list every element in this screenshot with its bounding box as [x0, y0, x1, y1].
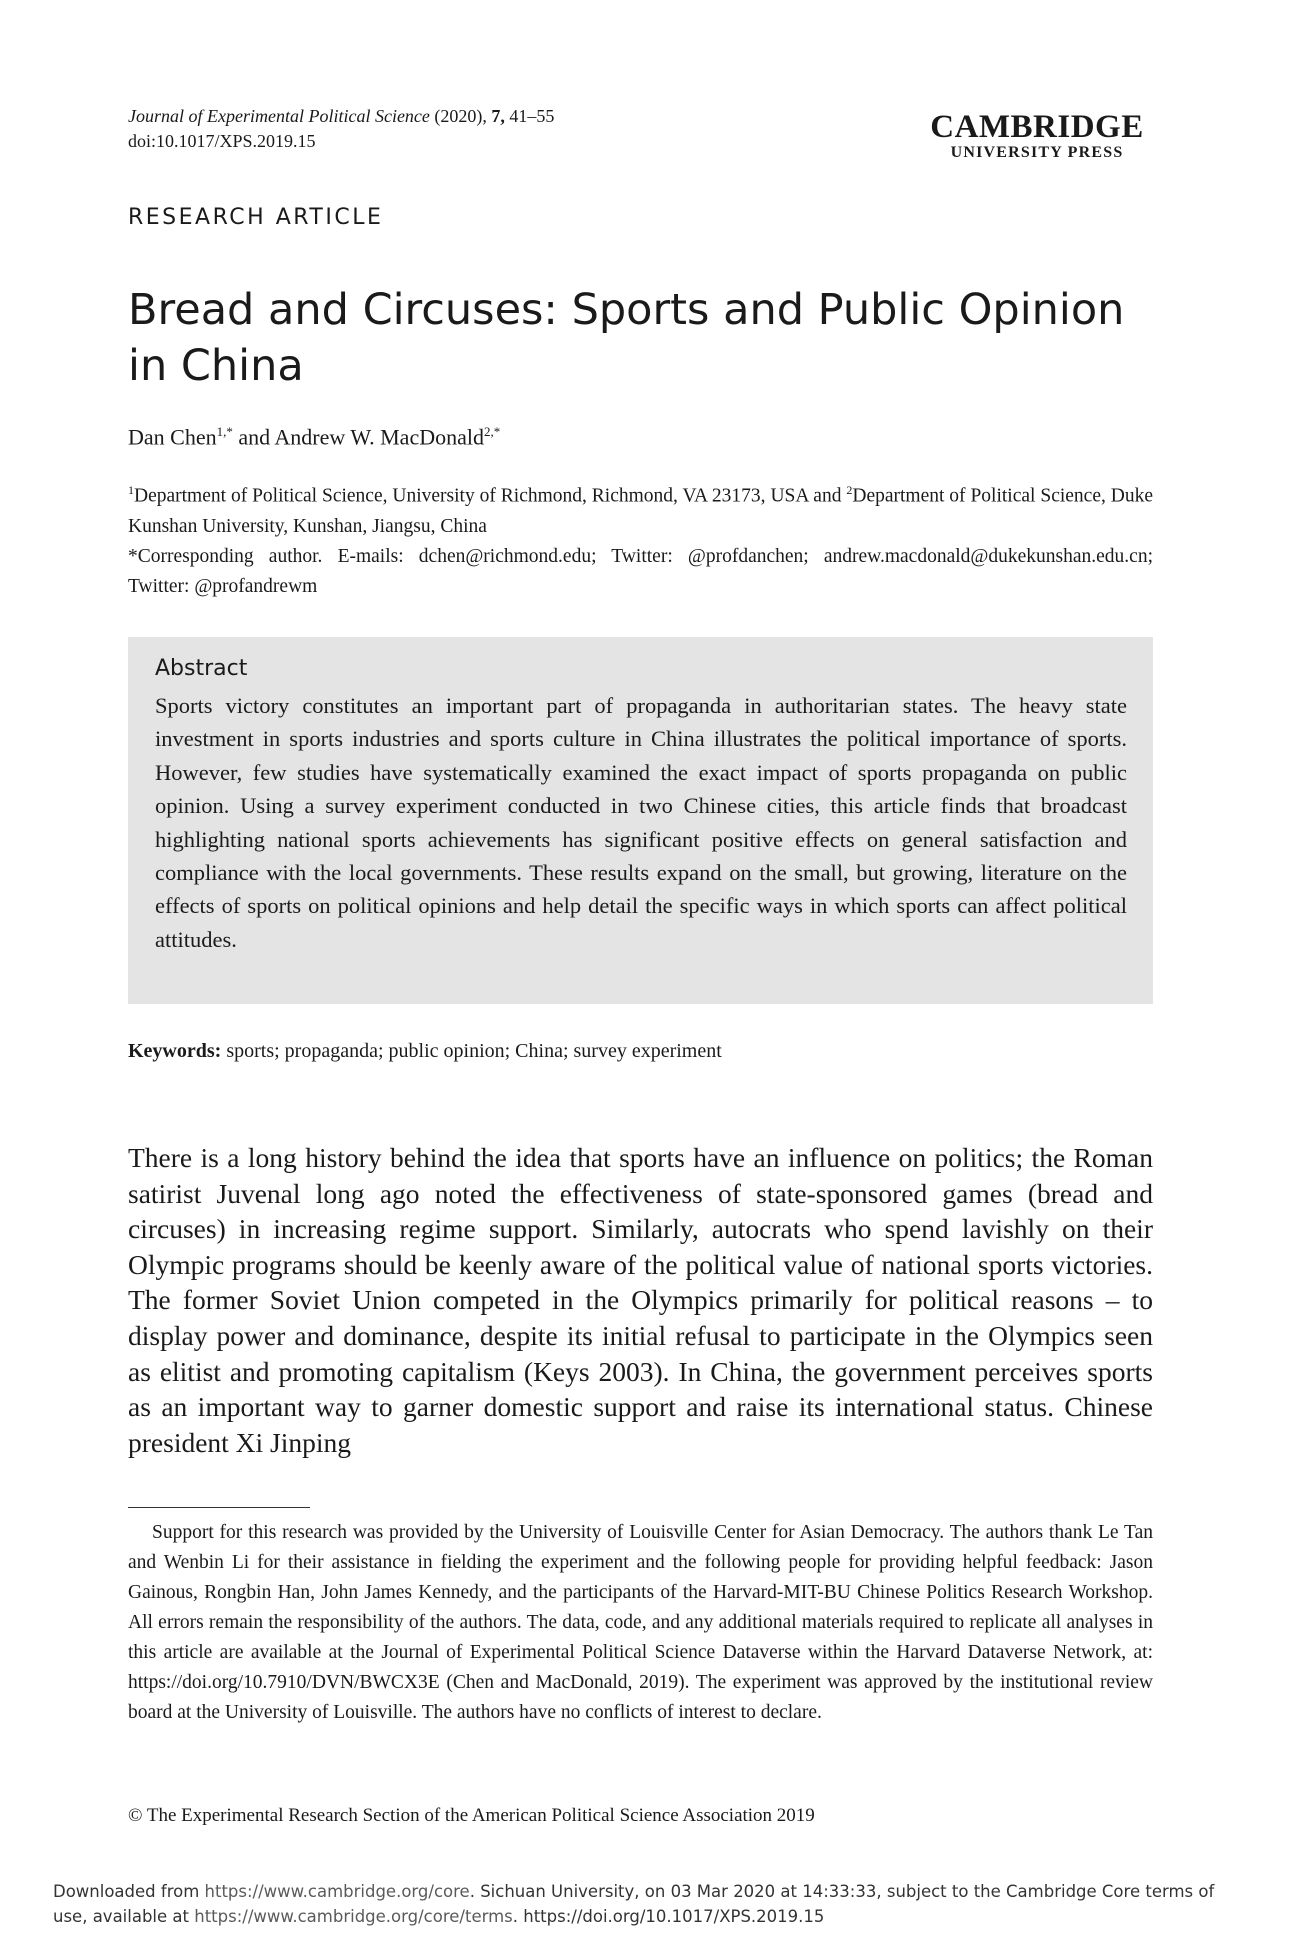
journal-name: Journal of Experimental Political Science: [128, 106, 430, 126]
download-middle: . Sichuan University, on 03 Mar 2020 at 14:33:33, subject to the Cambridge Core terms of use, available at: [53, 1882, 1215, 1926]
abstract-heading: Abstract: [155, 656, 248, 681]
corresponding-author: *Corresponding author. E-mails: dchen@richmond.edu; Twitter: @profdanchen; andrew.macdonald@dukekunshan.edu.cn; Twitter: @profandrewm: [128, 545, 1153, 597]
abstract-text: Sports victory constitutes an important part of propaganda in authoritarian states. The heavy state investment in sports industries and sports culture in China illustrates the political importance of sports. However, few studies have systematically examined the exact impact of sports propaganda on public opinion. Using a survey experiment conducted in two Chinese cities, this article finds that broadcast highlighting national sports achievements has significant positive effects on general satisfaction and compliance with the local governments. These results expand on the small, but growing, literature on the effects of sports on political opinions and help detail the specific ways in which sports can affect political attitudes.: [155, 693, 1127, 952]
journal-year: (2020),: [434, 106, 487, 126]
journal-volume: 7,: [491, 106, 505, 126]
article-type: RESEARCH ARTICLE: [128, 205, 384, 230]
download-prefix: Downloaded from: [53, 1882, 205, 1901]
download-suffix: . https://doi.org/10.1017/XPS.2019.15: [512, 1907, 825, 1926]
keywords-label: Keywords:: [128, 1040, 222, 1062]
affiliation-lines: [128, 475, 1153, 542]
author-list: [128, 424, 500, 450]
copyright-notice: © The Experimental Research Section of the American Political Science Association 2019: [128, 1805, 815, 1826]
keywords: [128, 1040, 722, 1063]
cambridge-core-link[interactable]: https://www.cambridge.org/core: [204, 1882, 470, 1901]
publisher-logo: [922, 110, 1152, 162]
footnote-divider: [128, 1507, 310, 1508]
article-title: Bread and Circuses: Sports and Public Opinion in China: [128, 285, 1125, 391]
author-conjunction: and: [232, 424, 275, 450]
journal-reference: [128, 104, 728, 129]
body-paragraph: There is a long history behind the idea that sports have an influence on politics; the Roman satirist Juvenal long ago noted the effectiveness of state-sponsored games (bread and circuses) in increasing regime support. Similarly, autocrats who spend lavishly on their Olympic programs should be keenly aware of the political value of national sports victories. The former Soviet Union competed in the Olympics primarily for political reasons – to display power and dominance, despite its initial refusal to participate in the Olympics seen as elitist and promoting capitalism (Keys 2003). In China, the government perceives sports as an important way to garner domestic support and raise its international status. Chinese president Xi Jinping: [128, 1142, 1153, 1458]
author-affiliation-marker: 1,*: [216, 424, 233, 439]
affiliation-marker: 1: [128, 483, 134, 497]
author-affiliation-marker: 2,*: [483, 424, 501, 439]
journal-pages: 41–55: [509, 106, 555, 126]
article-doi: doi:10.1017/XPS.2019.15: [128, 131, 316, 151]
affiliations: [128, 475, 1153, 602]
author-name: Dan Chen: [128, 424, 217, 450]
affiliation-2: Department of Political Science, Duke Kunshan University, Kunshan, Jiangsu, China: [128, 485, 1153, 537]
acknowledgement-footnote: Support for this research was provided by the University of Louisville Center for Asian Democracy. The authors thank Le Tan and Wenbin Li for their assistance in fielding the experiment and the following people for providing helpful feedback: Jason Gainous, Rongbin Han, John James Kennedy, and the participants of the Harvard-MIT-BU Chinese Politics Research Workshop. All errors remain the responsibility of the authors. The data, code, and any additional materials required to replicate all analyses in this article are available at the Journal of Experimental Political Science Dataverse within the Harvard Dataverse Network, at: https://doi.org/10.7910/DVN/BWCX3E (Chen and MacDonald, 2019). The experiment was approved by the institutional review board at the University of Louisville. The authors have no conflicts of interest to declare.: [128, 1522, 1153, 1723]
cambridge-terms-link[interactable]: https://www.cambridge.org/core/terms: [194, 1907, 513, 1926]
abstract-box: [128, 637, 1153, 1004]
affiliation-marker: 2: [846, 483, 853, 497]
author-name: Andrew W. MacDonald: [274, 424, 484, 450]
affiliation-1: Department of Political Science, University of Richmond, Richmond, VA 23173, USA and: [134, 485, 847, 507]
journal-citation: [128, 104, 728, 154]
keywords-list: sports; propaganda; public opinion; China; survey experiment: [221, 1040, 722, 1062]
download-notice: [53, 1879, 1253, 1929]
publisher-logo-main: CAMBRIDGE: [930, 109, 1144, 145]
publisher-logo-sub: UNIVERSITY PRESS: [950, 144, 1124, 161]
